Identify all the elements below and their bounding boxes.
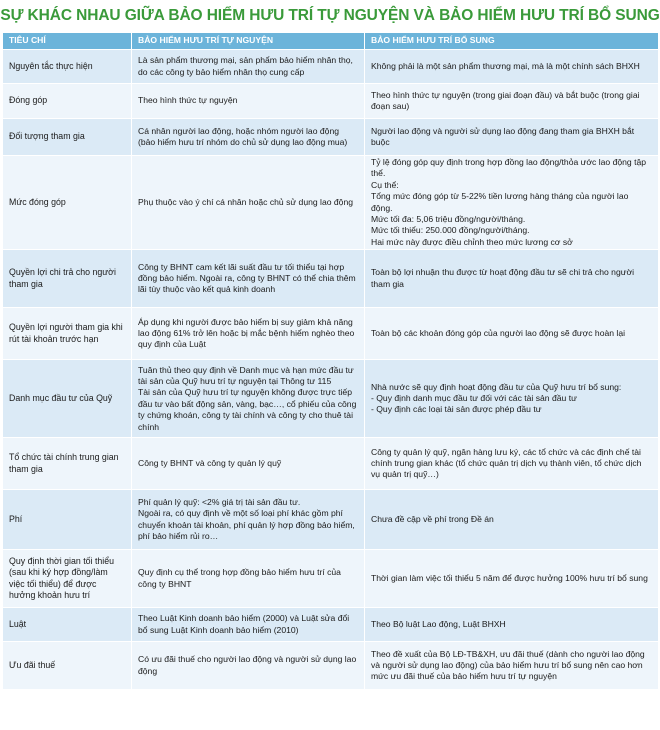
voluntary-cell: Có ưu đãi thuế cho người lao động và người sử dụng lao động bbox=[132, 642, 365, 690]
cell-line: Tài sản của Quỹ hưu trí tự nguyện không được trực tiếp đầu tư vào bất động sản, vàng, bạc…, cổ phiếu của công ty chứng khoán, công ty tài chính và công ty cho thuê tài chính bbox=[138, 387, 357, 432]
supplementary-cell: Người lao động và người sử dụng lao động đang tham gia BHXH bắt buộc bbox=[365, 119, 659, 156]
criterion-cell: Tổ chức tài chính trung gian tham gia bbox=[3, 438, 132, 490]
header-row bbox=[3, 33, 659, 50]
criterion-cell: Quyền lợi chi trả cho người tham gia bbox=[3, 250, 132, 308]
comparison-table bbox=[2, 32, 659, 690]
voluntary-cell: Theo Luật Kinh doanh bảo hiểm (2000) và Luật sửa đổi bổ sung Luật Kinh doanh bảo hiểm (2010) bbox=[132, 608, 365, 642]
supplementary-cell: Không phải là một sản phẩm thương mại, mà là một chính sách BHXH bbox=[365, 50, 659, 84]
cell-line: - Quy định các loại tài sản được phép đầu tư bbox=[371, 404, 542, 415]
header-criterion: TIÊU CHÍ bbox=[3, 33, 132, 50]
voluntary-cell: Phụ thuộc vào ý chí cá nhân hoặc chủ sử dụng lao động bbox=[132, 156, 365, 250]
supplementary-cell: Công ty quản lý quỹ, ngân hàng lưu ký, các tổ chức và các định chế tài chính trung gian khác (tổ chức quản trị dịch vụ thành viên, tổ chức dịch vụ quản trị quỹ…) bbox=[365, 438, 659, 490]
table-row bbox=[3, 608, 659, 642]
table-row bbox=[3, 156, 659, 250]
criterion-cell: Phí bbox=[3, 490, 132, 550]
voluntary-cell: Cá nhân người lao động, hoặc nhóm người lao động (bảo hiểm hưu trí nhóm do chủ sử dụng lao động mua) bbox=[132, 119, 365, 156]
supplementary-cell: Theo Bộ luật Lao động, Luật BHXH bbox=[365, 608, 659, 642]
table-row bbox=[3, 119, 659, 156]
header-supplementary: BẢO HIỂM HƯU TRÍ BỔ SUNG bbox=[365, 33, 659, 50]
supplementary-cell: Toàn bộ các khoản đóng góp của người lao động sẽ được hoàn lại bbox=[365, 308, 659, 360]
cell-line: Tuân thủ theo quy định về Danh mục và hạn mức đầu tư tài sản của Quỹ hưu trí tự nguyện tại Thông tư 115 bbox=[138, 364, 354, 386]
table-row bbox=[3, 490, 659, 550]
voluntary-cell: Theo hình thức tự nguyện bbox=[132, 84, 365, 119]
table-row bbox=[3, 50, 659, 84]
voluntary-cell: Là sản phẩm thương mại, sản phẩm bảo hiểm nhân thọ, do các công ty bảo hiểm nhân thọ cung cấp bbox=[132, 50, 365, 84]
table-row bbox=[3, 642, 659, 690]
cell-line: Mức tối đa: 5,06 triệu đồng/người/tháng. bbox=[371, 214, 526, 225]
voluntary-cell: Áp dụng khi người được bảo hiểm bị suy giảm khả năng lao động 61% trở lên hoặc bị mắc bệnh hiểm nghèo theo quy định của Luật bbox=[132, 308, 365, 360]
cell-line: - Quy định danh mục đầu tư đối với các tài sản đầu tư bbox=[371, 393, 577, 404]
criterion-cell: Luật bbox=[3, 608, 132, 642]
voluntary-cell: Quy định cụ thể trong hợp đồng bảo hiểm hưu trí của công ty BHNT bbox=[132, 550, 365, 608]
cell-line: Tỷ lệ đóng góp quy định trong hợp đồng lao động/thỏa ước lao động tập thể. bbox=[371, 157, 647, 179]
header-voluntary: BẢO HIỂM HƯU TRÍ TỰ NGUYỆN bbox=[132, 33, 365, 50]
cell-line: Mức tối thiểu: 250.000 đồng/người/tháng. bbox=[371, 225, 530, 236]
voluntary-cell bbox=[132, 490, 365, 550]
table-row bbox=[3, 308, 659, 360]
table-row bbox=[3, 360, 659, 438]
table-row bbox=[3, 550, 659, 608]
criterion-cell: Đối tượng tham gia bbox=[3, 119, 132, 156]
supplementary-cell: Theo đề xuất của Bộ LĐ-TB&XH, ưu đãi thuế (dành cho người lao động và người sử dụng lao động) của bảo hiểm hưu trí bổ sung nên cao hơn mức ưu đãi thuế của bảo hiểm hưu trí tự nguyện bbox=[365, 642, 659, 690]
page-title: SỰ KHÁC NHAU GIỮA BẢO HIỂM HƯU TRÍ TỰ NGUYỆN VÀ BẢO HIỂM HƯU TRÍ BỔ SUNG bbox=[0, 7, 660, 24]
voluntary-cell bbox=[132, 360, 365, 438]
criterion-cell: Quyền lợi người tham gia khi rút tài khoản trước hạn bbox=[3, 308, 132, 360]
criterion-cell: Mức đóng góp bbox=[3, 156, 132, 250]
cell-line: Tổng mức đóng góp từ 5-22% tiền lương hàng tháng của người lao động. bbox=[371, 191, 629, 213]
criterion-cell: Nguyên tắc thực hiện bbox=[3, 50, 132, 84]
supplementary-cell: Toàn bộ lợi nhuận thu được từ hoạt động đầu tư sẽ chi trả cho người tham gia bbox=[365, 250, 659, 308]
supplementary-cell: Theo hình thức tự nguyện (trong giai đoạn đầu) và bắt buộc (trong giai đoạn sau) bbox=[365, 84, 659, 119]
criterion-cell: Danh mục đầu tư của Quỹ bbox=[3, 360, 132, 438]
voluntary-cell: Công ty BHNT và công ty quản lý quỹ bbox=[132, 438, 365, 490]
table-row bbox=[3, 250, 659, 308]
supplementary-cell bbox=[365, 360, 659, 438]
cell-line: Phí quản lý quỹ: <2% giá trị tài sản đầu tư. bbox=[138, 496, 301, 507]
table-row bbox=[3, 84, 659, 119]
criterion-cell: Đóng góp bbox=[3, 84, 132, 119]
table-row bbox=[3, 438, 659, 490]
cell-line: Nhà nước sẽ quy định hoạt động đầu tư của Quỹ hưu trí bổ sung: bbox=[371, 381, 622, 392]
cell-line: Cụ thể: bbox=[371, 179, 399, 190]
cell-line: Hai mức này được điều chỉnh theo mức lương cơ sở bbox=[371, 236, 573, 247]
criterion-cell: Quy định thời gian tối thiểu (sau khi ký hợp đồng/làm việc tối thiểu) để được hưởng khoản hưu trí bbox=[3, 550, 132, 608]
supplementary-cell bbox=[365, 156, 659, 250]
criterion-cell: Ưu đãi thuế bbox=[3, 642, 132, 690]
voluntary-cell: Công ty BHNT cam kết lãi suất đầu tư tối thiểu tại hợp đồng bảo hiểm. Ngoài ra, công ty BHNT có thể chia thêm lãi tùy thuộc vào kết quả kinh doanh bbox=[132, 250, 365, 308]
supplementary-cell: Thời gian làm việc tối thiểu 5 năm để được hưởng 100% hưu trí bổ sung bbox=[365, 550, 659, 608]
supplementary-cell: Chưa đề cập về phí trong Đề án bbox=[365, 490, 659, 550]
cell-line: Ngoài ra, có quy định về một số loại phí khác gồm phí chuyển khoản tài khoản, phí quản lý hợp đồng bảo hiểm, phí bảo hiểm rủi ro… bbox=[138, 508, 355, 542]
